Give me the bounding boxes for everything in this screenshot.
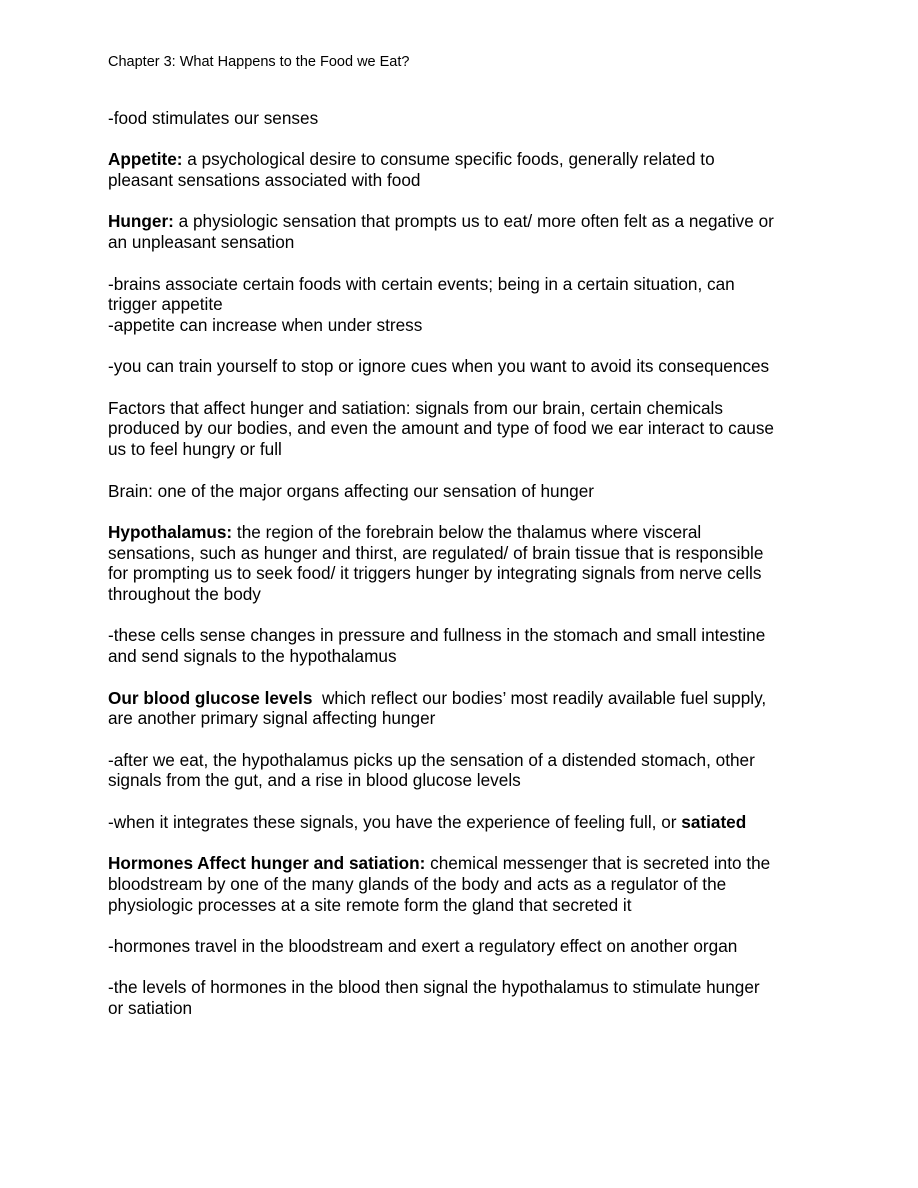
paragraph-hormones bbox=[108, 853, 814, 915]
paragraph-blood-glucose bbox=[108, 688, 814, 729]
text-line: throughout the body bbox=[108, 584, 261, 605]
text-line: us to feel hungry or full bbox=[108, 439, 282, 460]
text-line: or satiation bbox=[108, 998, 193, 1019]
text-line bbox=[108, 522, 814, 543]
definition-text: a physiologic sensation that prompts us to eat/ more often felt as a negative or bbox=[173, 211, 774, 232]
text-line: -these cells sense changes in pressure and fullness in the stomach and small intestine bbox=[108, 625, 766, 646]
text-line bbox=[108, 853, 814, 874]
definition-text: which reflect our bodies’ most readily available fuel supply, bbox=[312, 687, 767, 708]
paragraph-brain-associations bbox=[108, 274, 814, 336]
text-line: -the levels of hormones in the blood then signal the hypothalamus to stimulate hunger bbox=[108, 977, 760, 998]
term-satiated: satiated bbox=[681, 811, 747, 832]
document-body bbox=[108, 108, 814, 1039]
text-line bbox=[108, 211, 814, 232]
definition-text: the region of the forebrain below the thalamus where visceral bbox=[232, 521, 702, 542]
term-hunger: Hunger: bbox=[108, 211, 174, 232]
text-line: produced by our bodies, and even the amount and type of food we ear interact to cause bbox=[108, 418, 774, 439]
text-line: physiologic processes at a site remote form the gland that secreted it bbox=[108, 894, 632, 915]
paragraph-factors bbox=[108, 398, 814, 460]
text-line bbox=[108, 812, 814, 833]
text-line bbox=[108, 149, 814, 170]
paragraph-hormone-levels bbox=[108, 977, 814, 1018]
text-line: sensations, such as hunger and thirst, are regulated/ of brain tissue that is responsible bbox=[108, 542, 764, 563]
text-line: -brains associate certain foods with certain events; being in a certain situation, can bbox=[108, 273, 735, 294]
sentence-text: -when it integrates these signals, you have the experience of feeling full, or bbox=[108, 811, 682, 832]
text-line: -you can train yourself to stop or ignore cues when you want to avoid its consequences bbox=[108, 356, 770, 377]
paragraph-brain-organ bbox=[108, 481, 814, 502]
text-line: -food stimulates our senses bbox=[108, 108, 319, 128]
text-line: and send signals to the hypothalamus bbox=[108, 646, 397, 667]
paragraph-hormones-travel bbox=[108, 936, 814, 957]
text-line: are another primary signal affecting hunger bbox=[108, 708, 436, 729]
text-line: signals from the gut, and a rise in blood glucose levels bbox=[108, 770, 521, 791]
text-line: Brain: one of the major organs affecting our sensation of hunger bbox=[108, 480, 595, 501]
paragraph-after-eat bbox=[108, 750, 814, 791]
text-line: -hormones travel in the bloodstream and exert a regulatory effect on another organ bbox=[108, 935, 738, 956]
paragraph-food-senses bbox=[108, 108, 814, 129]
page-header: Chapter 3: What Happens to the Food we Eat? bbox=[108, 54, 410, 70]
definition-text: a psychological desire to consume specific foods, generally related to bbox=[182, 149, 715, 170]
paragraph-satiated bbox=[108, 812, 814, 833]
term-appetite: Appetite: bbox=[108, 149, 183, 170]
text-line: -after we eat, the hypothalamus picks up the sensation of a distended stomach, other bbox=[108, 749, 755, 770]
term-blood-glucose: Our blood glucose levels bbox=[108, 687, 313, 708]
text-line: for prompting us to seek food/ it triggers hunger by integrating signals from nerve cells bbox=[108, 563, 762, 584]
text-line: bloodstream by one of the many glands of the body and acts as a regulator of the bbox=[108, 873, 727, 894]
paragraph-train-yourself bbox=[108, 356, 814, 377]
paragraph-cells-sense bbox=[108, 625, 814, 666]
text-line: trigger appetite bbox=[108, 294, 223, 315]
text-line bbox=[108, 688, 814, 709]
text-line: pleasant sensations associated with food bbox=[108, 170, 421, 191]
text-line: an unpleasant sensation bbox=[108, 232, 295, 253]
text-line: Factors that affect hunger and satiation: signals from our brain, certain chemicals bbox=[108, 397, 723, 418]
term-hormones: Hormones Affect hunger and satiation: bbox=[108, 853, 426, 874]
text-line: -appetite can increase when under stress bbox=[108, 314, 423, 335]
paragraph-appetite bbox=[108, 149, 814, 190]
definition-text: chemical messenger that is secreted into the bbox=[425, 853, 771, 874]
paragraph-hunger bbox=[108, 211, 814, 252]
term-hypothalamus: Hypothalamus: bbox=[108, 521, 233, 542]
paragraph-hypothalamus bbox=[108, 522, 814, 605]
